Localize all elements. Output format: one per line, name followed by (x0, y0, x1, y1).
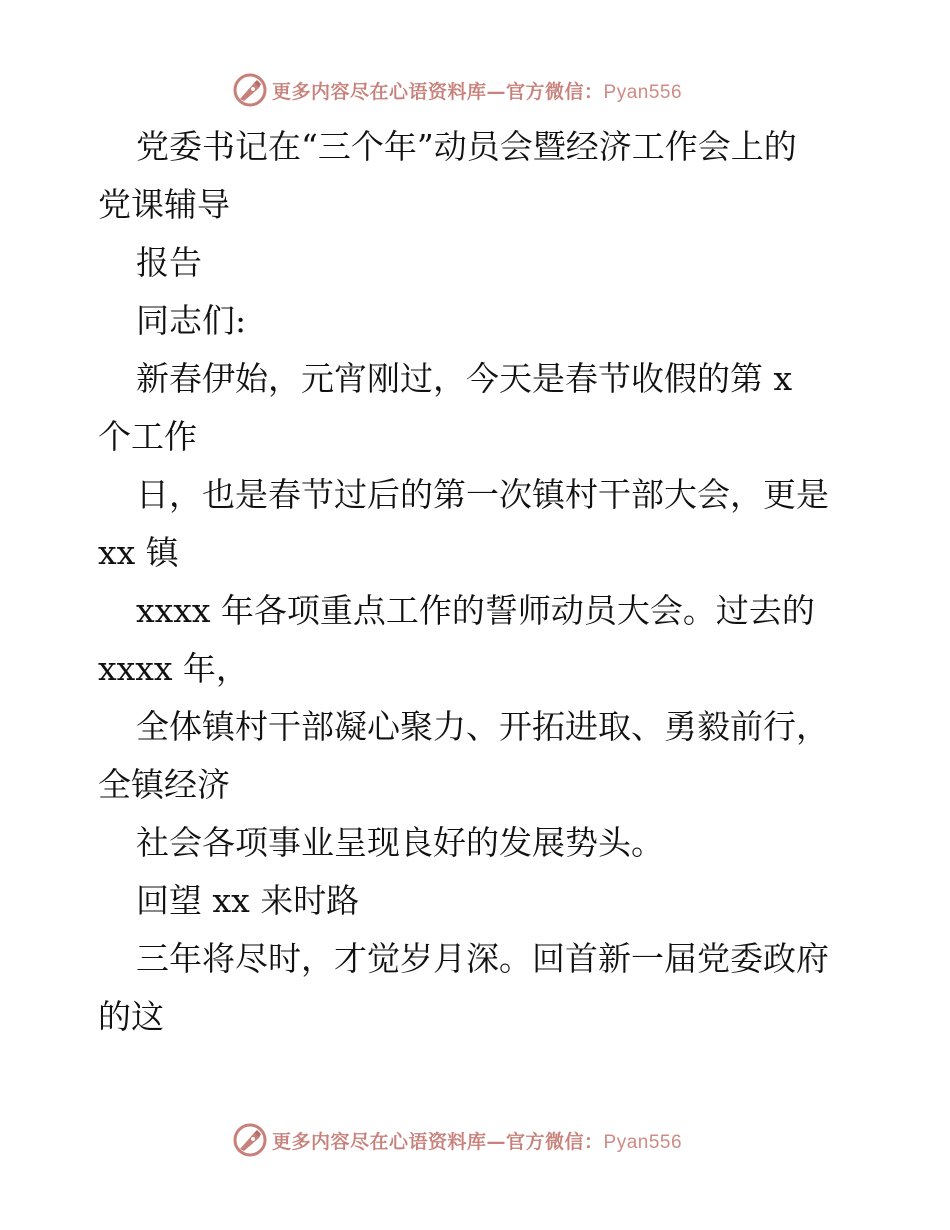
watermark-text (272, 1127, 682, 1154)
watermark-text (272, 77, 682, 104)
text-line: xxxx 年各项重点工作的誓师动员大会。过去的 (136, 591, 815, 630)
header-watermark (232, 72, 752, 108)
text-line: 个工作 (98, 417, 197, 456)
text-line: 三年将尽时，才觉岁月深。回首新一届党委政府 (136, 939, 829, 978)
watermark-account: Pyan556 (603, 1131, 683, 1153)
pen-nib-icon (232, 1122, 268, 1158)
text-line: 回望 xx 来时路 (136, 881, 360, 920)
text-line: xxxx 年， (98, 649, 249, 688)
text-line: 党委书记在“三个年”动员会暨经济工作会上的 (136, 127, 797, 166)
text-line: 社会各项事业呈现良好的发展势头。 (136, 823, 664, 862)
text-line: 党课辅导 (98, 185, 230, 224)
text-line: 报告 (136, 243, 202, 282)
text-line: 新春伊始，元宵刚过，今天是春节收假的第 x (136, 359, 793, 398)
text-line: 全镇经济 (98, 765, 230, 804)
text-line: xx 镇 (98, 533, 179, 572)
text-line: 的这 (98, 997, 164, 1036)
text-line: 同志们: (136, 301, 247, 340)
pen-nib-icon (232, 72, 268, 108)
text-line: 日，也是春节过后的第一次镇村干部大会，更是 (136, 475, 829, 514)
watermark-account: Pyan556 (603, 81, 683, 103)
watermark-site-text: 更多内容尽在心语资料库—官方微信： (272, 1130, 604, 1153)
document-body (98, 118, 868, 1046)
watermark-site-text: 更多内容尽在心语资料库—官方微信： (272, 80, 604, 103)
footer-watermark (232, 1122, 752, 1158)
text-line: 全体镇村干部凝心聚力、开拓进取、勇毅前行， (136, 707, 829, 746)
